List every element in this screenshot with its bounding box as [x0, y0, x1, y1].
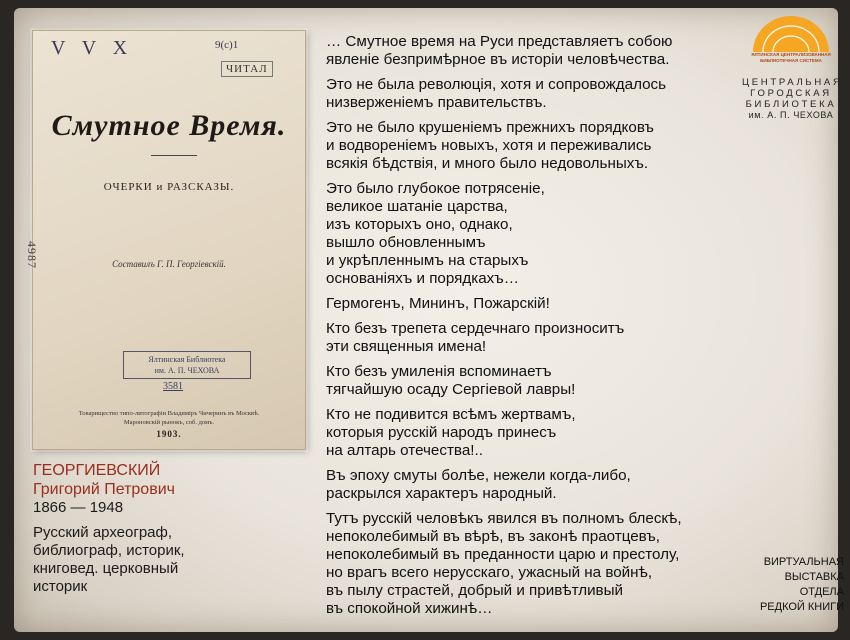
cover-divider — [151, 155, 197, 156]
quote-paragraph: Это не было крушеніемъ прежнихъ порядковъ и водвореніемъ новыхъ, хотя и переживались всякія бѣдствія, и много было недовольныхъ. — [326, 119, 654, 172]
cover-author-line: Составилъ Г. П. Георгіевскій. — [112, 259, 226, 269]
book-cover — [25, 30, 306, 450]
library-name-line2: ГОРОДСКАЯ — [750, 88, 832, 99]
library-system-name: ЯЛТИНСКАЯ ЦЕНТРАЛИЗОВАННАЯ БИБЛИОТЕЧНАЯ СИСТЕМА — [751, 52, 831, 63]
library-name-line4: им. А. П. ЧЕХОВА — [748, 110, 834, 120]
exhibition-label-line2: ВЫСТАВКА — [784, 571, 844, 583]
cover-shelf-mark: 9(с)1 — [215, 39, 239, 51]
quote-paragraph: Кто безъ умиленія вспоминаетъ тягчайшую осаду Сергіевой лавры! — [326, 363, 576, 398]
quote-paragraph: Кто не подивится всѣмъ жертвамъ, которыя русскій народъ принесъ на алтарь отечества!.. — [326, 406, 576, 459]
author-years: 1866 — 1948 — [33, 499, 124, 516]
library-name — [742, 77, 843, 121]
publisher-line1: Товарищество типо-литографіи Владимiръ Чичеринъ въ Москвѣ. — [78, 410, 260, 417]
cover-year: 1903. — [156, 429, 182, 439]
cover-inventory-number: 3581 — [163, 381, 183, 392]
cover-handwritten-marks: V V X — [51, 37, 134, 59]
cover-library-stamp — [123, 351, 251, 379]
exhibition-label-line1: ВИРТУАЛЬНАЯ — [763, 556, 844, 568]
quote-paragraph: Тутъ русскій человѣкъ явился въ полномъ блескѣ, непоколебимый въ вѣрѣ, въ законѣ праотцевъ, непоколебимый въ преданности царю и престолу, но врагъ всего нерусскаго, ужасный на войнѣ, въ пылу страстей, добрый и привѣтливый въ спокойной хижинѣ… — [326, 510, 682, 617]
exhibition-label-line4: РЕДКОЙ КНИГИ — [759, 601, 844, 613]
exhibition-label-line3: ОТДЕЛА — [799, 586, 844, 598]
author-name — [33, 461, 175, 499]
cover-title: Смутное Время. — [51, 109, 287, 142]
cover-reading-stamp: ЧИТАЛ — [221, 61, 273, 77]
author-surname: ГЕОРГИЕВСКИЙ — [33, 462, 161, 479]
quote-paragraph: Это было глубокое потрясеніе, великое шатаніе царства, изъ которыхъ оно, однако, вышло обновленнымъ и укрѣпленнымъ на старыхъ основаніяхъ и порядкахъ… — [326, 180, 545, 287]
library-stamp-line1: Ялтинская Библиотека — [148, 355, 226, 364]
cover-subtitle: ОЧЕРКИ и РАЗСКАЗЫ. — [103, 181, 235, 193]
author-description: Русский археограф, библиограф, историк, книговед. церковный историк — [33, 524, 185, 595]
quote-paragraph: … Смутное время на Руси представляетъ собою явленіе безпримѣрное въ исторіи человѣчества. — [326, 33, 673, 68]
quote-text — [326, 33, 736, 625]
exhibition-label — [744, 555, 844, 615]
library-stamp-line2: им. А. П. ЧЕХОВА — [154, 366, 220, 375]
quote-paragraph: Гермогенъ, Мининъ, Пожарскій! — [326, 295, 550, 312]
library-logo-sun-icon — [749, 16, 833, 52]
quote-paragraph: Это не была революція, хотя и сопровождалось низверженіемъ правительствъ. — [326, 76, 667, 111]
publisher-line2: Мароновскій рынокъ, соб. домъ. — [123, 419, 215, 426]
author-given-names: Григорий Петрович — [33, 481, 175, 498]
quote-paragraph: Кто безъ трепета сердечнаго произноситъ эти священныя имена! — [326, 320, 625, 355]
library-name-line1: ЦЕНТРАЛЬНАЯ — [742, 77, 843, 88]
cover-side-number: 4987 — [25, 241, 39, 269]
quote-paragraph: Въ эпоху смуты болѣе, нежели когда-либо, раскрылся характеръ народный. — [326, 467, 631, 502]
library-name-line3: БИБЛИОТЕКА — [745, 99, 837, 110]
cover-publisher — [47, 409, 291, 427]
